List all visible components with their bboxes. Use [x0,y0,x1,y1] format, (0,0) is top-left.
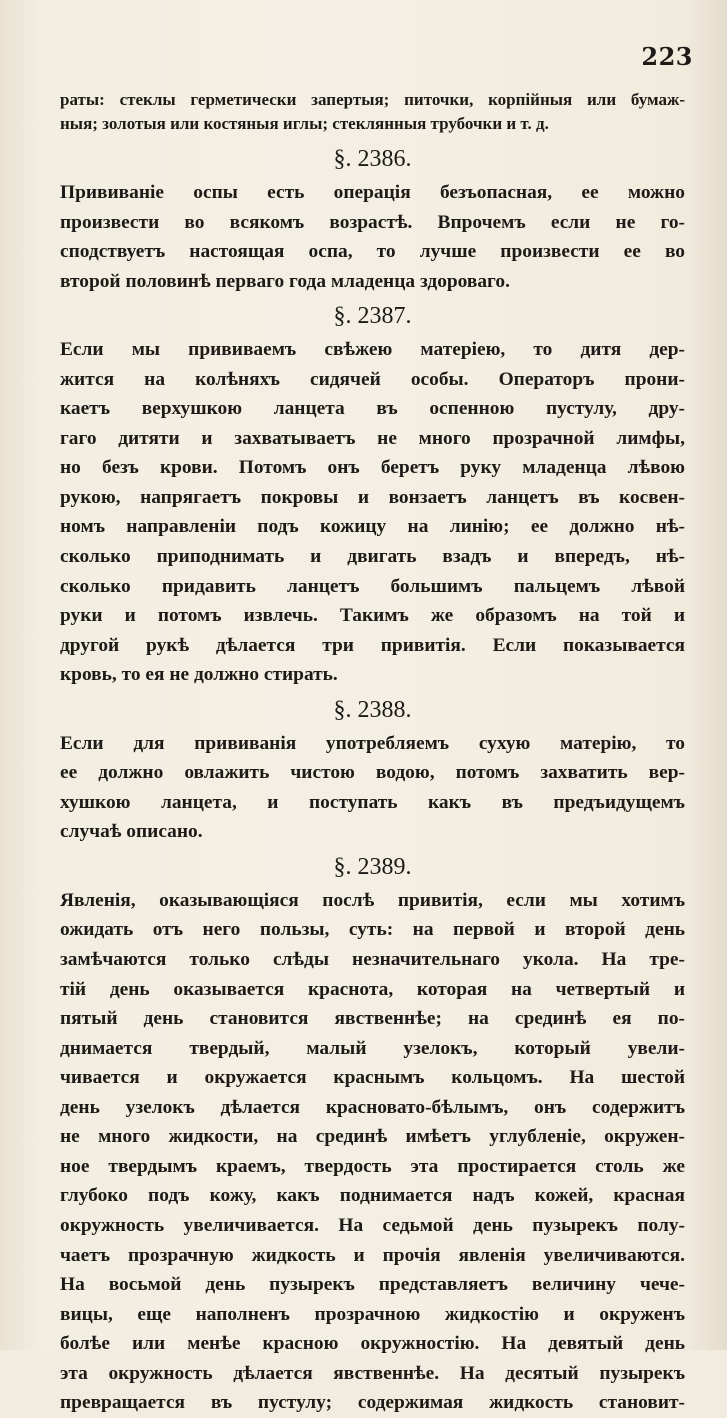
text-line: Прививаніе оспы есть операція безъопасная, ее можно [60,182,685,203]
section-heading: §. 2386. [333,146,412,172]
section-heading: §. 2387. [333,303,412,330]
text-line: сподствуетъ настоящая оспа, то лучше произвести ее во [60,241,685,263]
text-line: произвести во всякомъ возрастѣ. Впрочемъ если не го- [60,211,685,233]
page-body [60,88,685,1418]
section-2389 [60,850,685,1418]
text-line: ное твердымъ краемъ, твердость эта простирается столь же [60,1155,685,1177]
text-line: кровь, то ея не должно стирать. [60,664,338,686]
text-line: днимается твердый, малый узелокъ, который увели- [60,1037,685,1059]
text-line: превращается въ пустулу; содержимая жидкость становит- [60,1392,685,1414]
text-line: жится на колѣняхъ сидячей особы. Операторъ прони- [60,368,685,390]
text-line: рукою, напрягаетъ покровы и вонзаетъ ланцетъ въ косвен- [60,486,685,508]
text-line: случаѣ описано. [60,821,203,843]
text-line: другой рукѣ дѣлается три привитія. Если показывается [60,634,685,656]
text-line: ныя; золотыя или костяныя иглы; стеклянныя трубочки и т. д. [60,114,549,133]
text-line: глубоко подъ кожу, какъ поднимается надъ кожей, красная [60,1185,685,1207]
section-2388 [60,693,685,847]
text-line: гаго дитяти и захватываетъ не много прозрачной лимфы, [60,427,685,449]
text-line: вицы, еще наполненъ прозрачною жидкостію и окруженъ [60,1303,685,1325]
section-heading: §. 2389. [333,853,412,880]
text-line: каетъ верхушкою ланцета въ оспенною пустулу, дру- [60,398,685,420]
text-line: окружность увеличивается. На седьмой день пузырекъ полу- [60,1214,685,1236]
text-line: второй половинѣ перваго года младенца здороваго. [60,270,510,292]
text-line: тій день оказывается краснота, которая на четвертый и [60,978,685,1000]
text-line: раты: стеклы герметически запертыя; питочки, корпійныя или бумаж- [60,90,685,109]
text-line: Если для прививанія употребляемъ сухую матерію, то [60,732,685,754]
section-2387 [60,299,685,690]
text-line: эта окружность дѣлается явственнѣе. На десятый пузырекъ [60,1362,685,1384]
text-line: руки и потомъ извлечь. Такимъ же образомъ на той и [60,605,685,627]
text-line: сколько приподнимать и двигать взадъ и впередъ, нѣ- [60,546,685,568]
text-line: Явленія, оказывающіяся послѣ привитія, если мы хотимъ [60,889,685,911]
section-heading: §. 2388. [333,696,412,723]
text-line: Если мы прививаемъ свѣжею матеріею, то дитя дер- [60,339,685,361]
text-line: день узелокъ дѣлается красновато-бѣлымъ, онъ содержитъ [60,1096,685,1118]
text-line: номъ направленіи подъ кожицу на линію; ее должно нѣ- [60,516,685,538]
text-line: не много жидкости, на срединѣ имѣетъ углубленіе, окружен- [60,1126,685,1148]
intro-paragraph [60,88,685,136]
text-line: чаетъ прозрачную жидкость и прочія явленія увеличиваются. [60,1244,685,1266]
text-line: замѣчаются только слѣды незначительнаго укола. На тре- [60,949,685,971]
text-line: чивается и окружается краснымъ кольцомъ. На шестой [60,1067,685,1089]
section-2386 [60,142,685,296]
text-line: ее должно овлажить чистою водою, потомъ захватить вер- [60,762,685,784]
text-line: но безъ крови. Потомъ онъ беретъ руку младенца лѣвою [60,457,685,479]
page-number: 223 [641,42,693,71]
text-line: пятый день становится явственнѣе; на срединѣ ея по- [60,1008,685,1030]
text-line: болѣе или менѣе красною окружностію. На девятый день [60,1333,685,1355]
text-line: хушкою ланцета, и поступать какъ въ предъидущемъ [60,791,685,813]
text-line: сколько придавить ланцетъ большимъ пальцемъ лѣвой [60,575,685,597]
text-line: ожидать отъ него пользы, суть: на первой и второй день [60,919,685,941]
text-line: На восьмой день пузырекъ представляетъ величину чече- [60,1274,685,1296]
